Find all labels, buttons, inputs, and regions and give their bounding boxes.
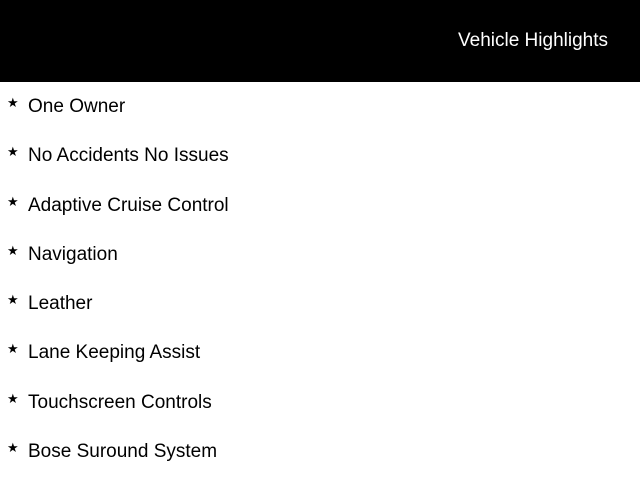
list-item	[0, 427, 640, 476]
list-item	[0, 279, 640, 328]
star-icon: ★	[7, 96, 19, 111]
highlight-label: Touchscreen Controls	[28, 391, 212, 413]
star-icon: ★	[7, 391, 19, 407]
star-icon: ★	[7, 243, 19, 259]
highlight-label: No Accidents No Issues	[28, 145, 229, 167]
highlight-label: Navigation	[28, 243, 118, 265]
list-item	[0, 131, 640, 180]
highlight-label: Bose Suround System	[28, 441, 218, 463]
star-icon: ★	[7, 194, 19, 210]
header-bar	[0, 0, 640, 82]
highlight-label: Leather	[28, 293, 93, 315]
star-icon: ★	[7, 441, 19, 457]
star-icon: ★	[7, 145, 19, 161]
highlight-label: Adaptive Cruise Control	[28, 194, 229, 216]
page-title: Vehicle Highlights	[458, 30, 608, 51]
highlights-list	[0, 82, 640, 476]
list-item	[0, 230, 640, 279]
list-item	[0, 82, 640, 131]
highlight-label: One Owner	[28, 96, 126, 117]
list-item	[0, 378, 640, 427]
list-item	[0, 328, 640, 377]
highlight-label: Lane Keeping Assist	[28, 342, 201, 364]
star-icon: ★	[7, 342, 19, 358]
star-icon: ★	[7, 293, 19, 309]
list-item	[0, 181, 640, 230]
